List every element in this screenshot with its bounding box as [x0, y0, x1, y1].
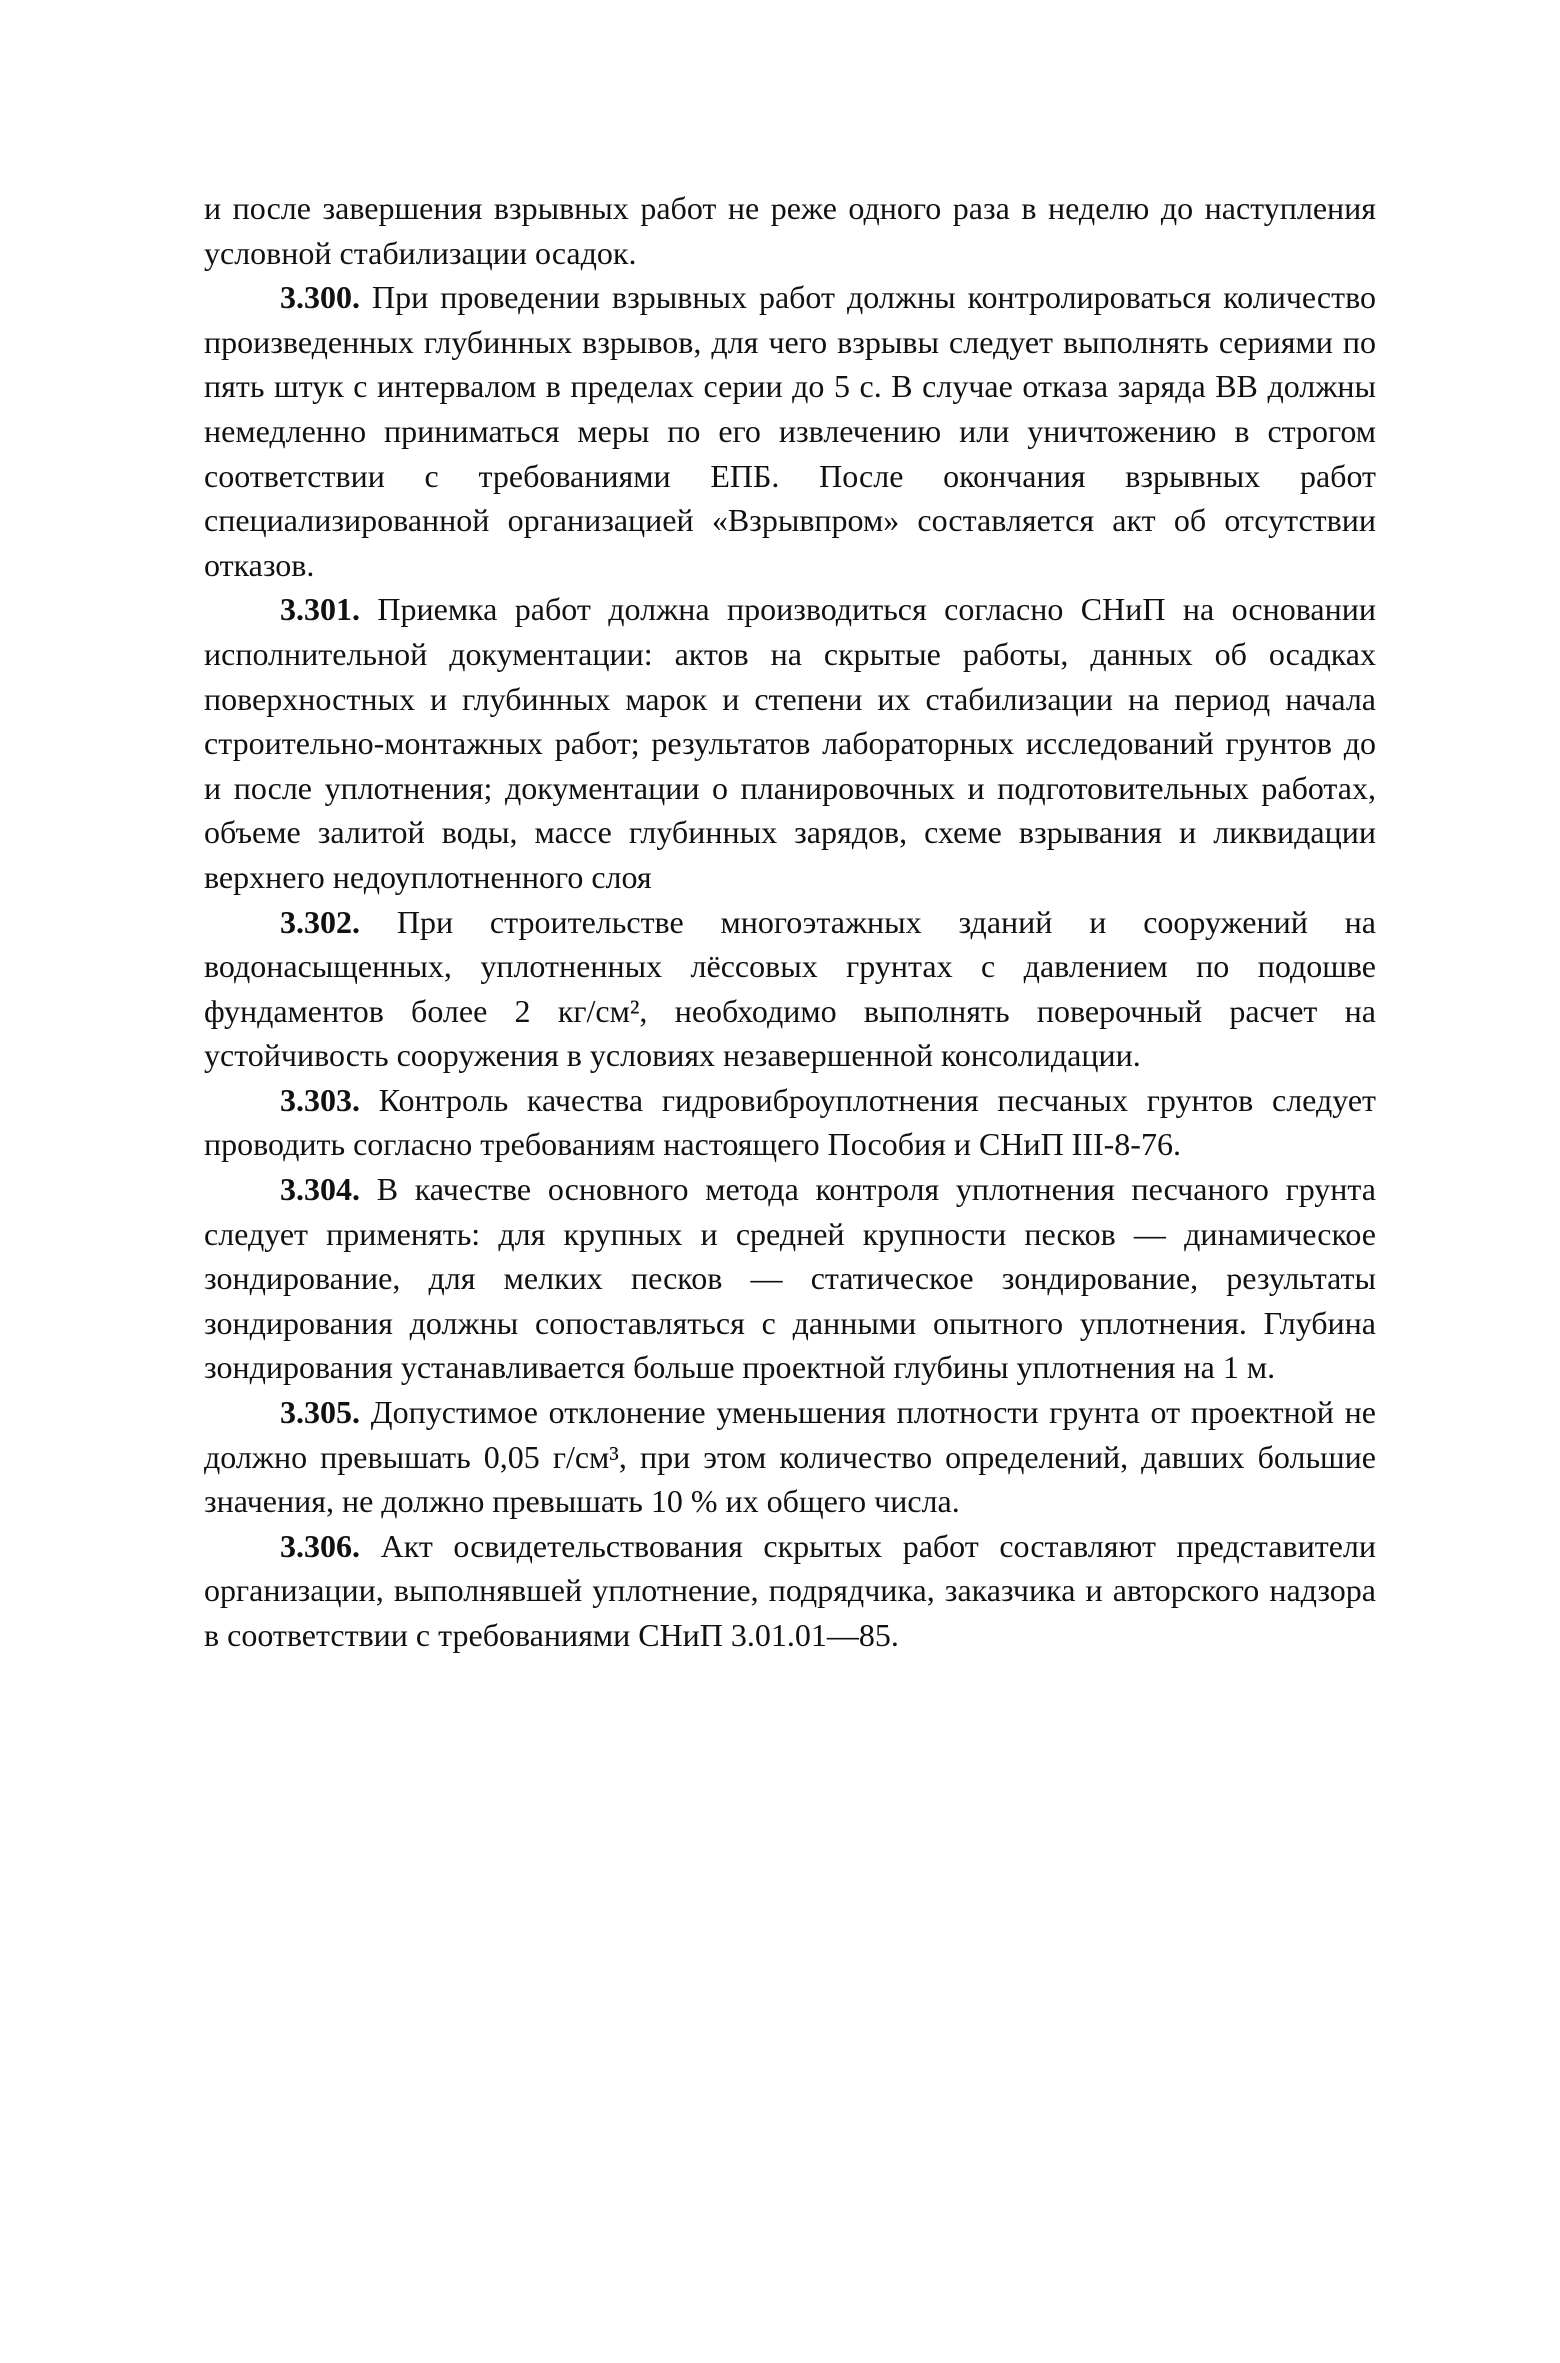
paragraph-number: 3.300. [280, 279, 360, 316]
paragraph-text: При проведении взрывных работ должны контролироваться количество произведенных глубинных взрывов, для чего взрывы следует выполнять сериями по пять штук с интервалом в пределах серии до 5 с. В случае отказа заряда ВВ должны немедленно приниматься меры по его извлечению или уничтожению в строгом соответствии с требованиями ЕПБ. После окончания взрывных работ специализированной организацией «Взрывпром» составляется акт об отсутствии отказов. [204, 279, 1377, 583]
paragraph-number: 3.304. [280, 1171, 360, 1208]
paragraph-text: и после завершения взрывных работ не реже одного раза в неделю до наступления условной стабилизации осадок. [204, 190, 1376, 271]
paragraph-number: 3.303. [280, 1081, 360, 1118]
paragraph-number: 3.305. [280, 1394, 360, 1431]
paragraph-text: При строительстве многоэтажных зданий и сооружений на водонасыщенных, уплотненных лёссовых грунтах с давлением по подошве фундаментов более 2 кг/см², необходимо выполнять поверочный расчет на устойчивость сооружения в условиях незавершенной консолидации. [204, 903, 1377, 1074]
paragraph-text: Акт освидетельствования скрытых работ составляют представители организации, выполнявшей уплотнение, подрядчика, заказчика и авторского надзора в соответствии с требованиями СНиП 3.01.01—85. [204, 1527, 1377, 1653]
paragraph-3-303 [204, 1078, 1376, 1167]
paragraph-number: 3.301. [280, 591, 360, 628]
paragraph-3-301 [204, 587, 1376, 899]
paragraph-3-306 [204, 1524, 1376, 1658]
paragraph-number: 3.306. [280, 1527, 360, 1564]
paragraph-number: 3.302. [280, 903, 360, 940]
document-page [204, 186, 1376, 1658]
paragraph-text: В качестве основного метода контроля уплотнения песчаного грунта следует применять: для крупных и средней крупности песков — динамическое зондирование, для мелких песков — статическое зондирование, результаты зондирования должны сопоставляться с данными опытного уплотнения. Глубина зондирования устанавливается больше проектной глубины уплотнения на 1 м. [204, 1171, 1377, 1386]
paragraph-3-302 [204, 900, 1376, 1078]
paragraph-text: Допустимое отклонение уменьшения плотности грунта от проектной не должно превышать 0,05 г/см³, при этом количество определений, давших большие значения, не должно превышать 10 % их общего числа. [204, 1394, 1377, 1520]
paragraph-3-304 [204, 1167, 1376, 1390]
paragraph-continuation [204, 186, 1376, 275]
paragraph-text: Приемка работ должна производиться согласно СНиП на основании исполнительной документации: актов на скрытые работы, данных об осадках поверхностных и глубинных марок и степени их стабилизации на период начала строительно-монтажных работ; результатов лабораторных исследований грунтов до и после уплотнения; документации о планировочных и подготовительных работах, объеме залитой воды, массе глубинных зарядов, схеме взрывания и ликвидации верхнего недоуплотненного слоя [204, 591, 1377, 895]
paragraph-3-300 [204, 275, 1376, 587]
paragraph-3-305 [204, 1390, 1376, 1524]
paragraph-text: Контроль качества гидровиброуплотнения песчаных грунтов следует проводить согласно требованиям настоящего Пособия и СНиП III-8-76. [204, 1081, 1377, 1163]
